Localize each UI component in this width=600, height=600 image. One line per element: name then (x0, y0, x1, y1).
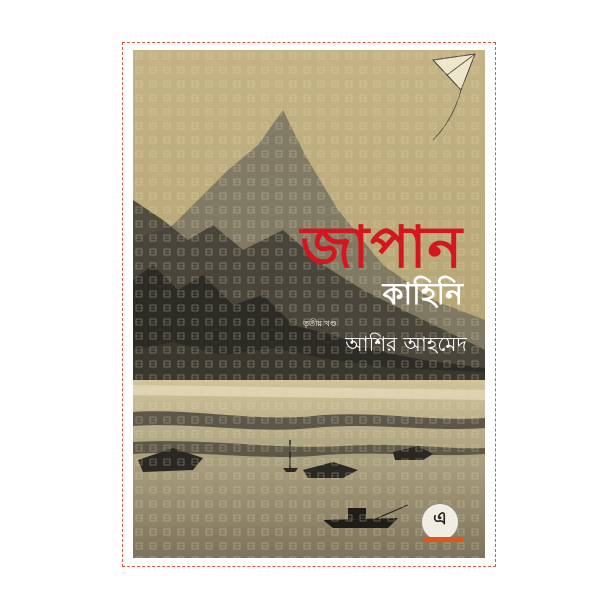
book-title: জাপান (300, 213, 463, 281)
book-cover (133, 50, 485, 558)
author-name: আশির আহমেদ (345, 332, 467, 356)
publisher-logo-mark: এ (433, 508, 447, 529)
volume-label: তৃতীয় খণ্ড (303, 319, 337, 328)
publisher-logo-band (423, 537, 463, 542)
publisher-logo (421, 503, 459, 541)
book-subtitle: কাহিনি (382, 277, 463, 312)
